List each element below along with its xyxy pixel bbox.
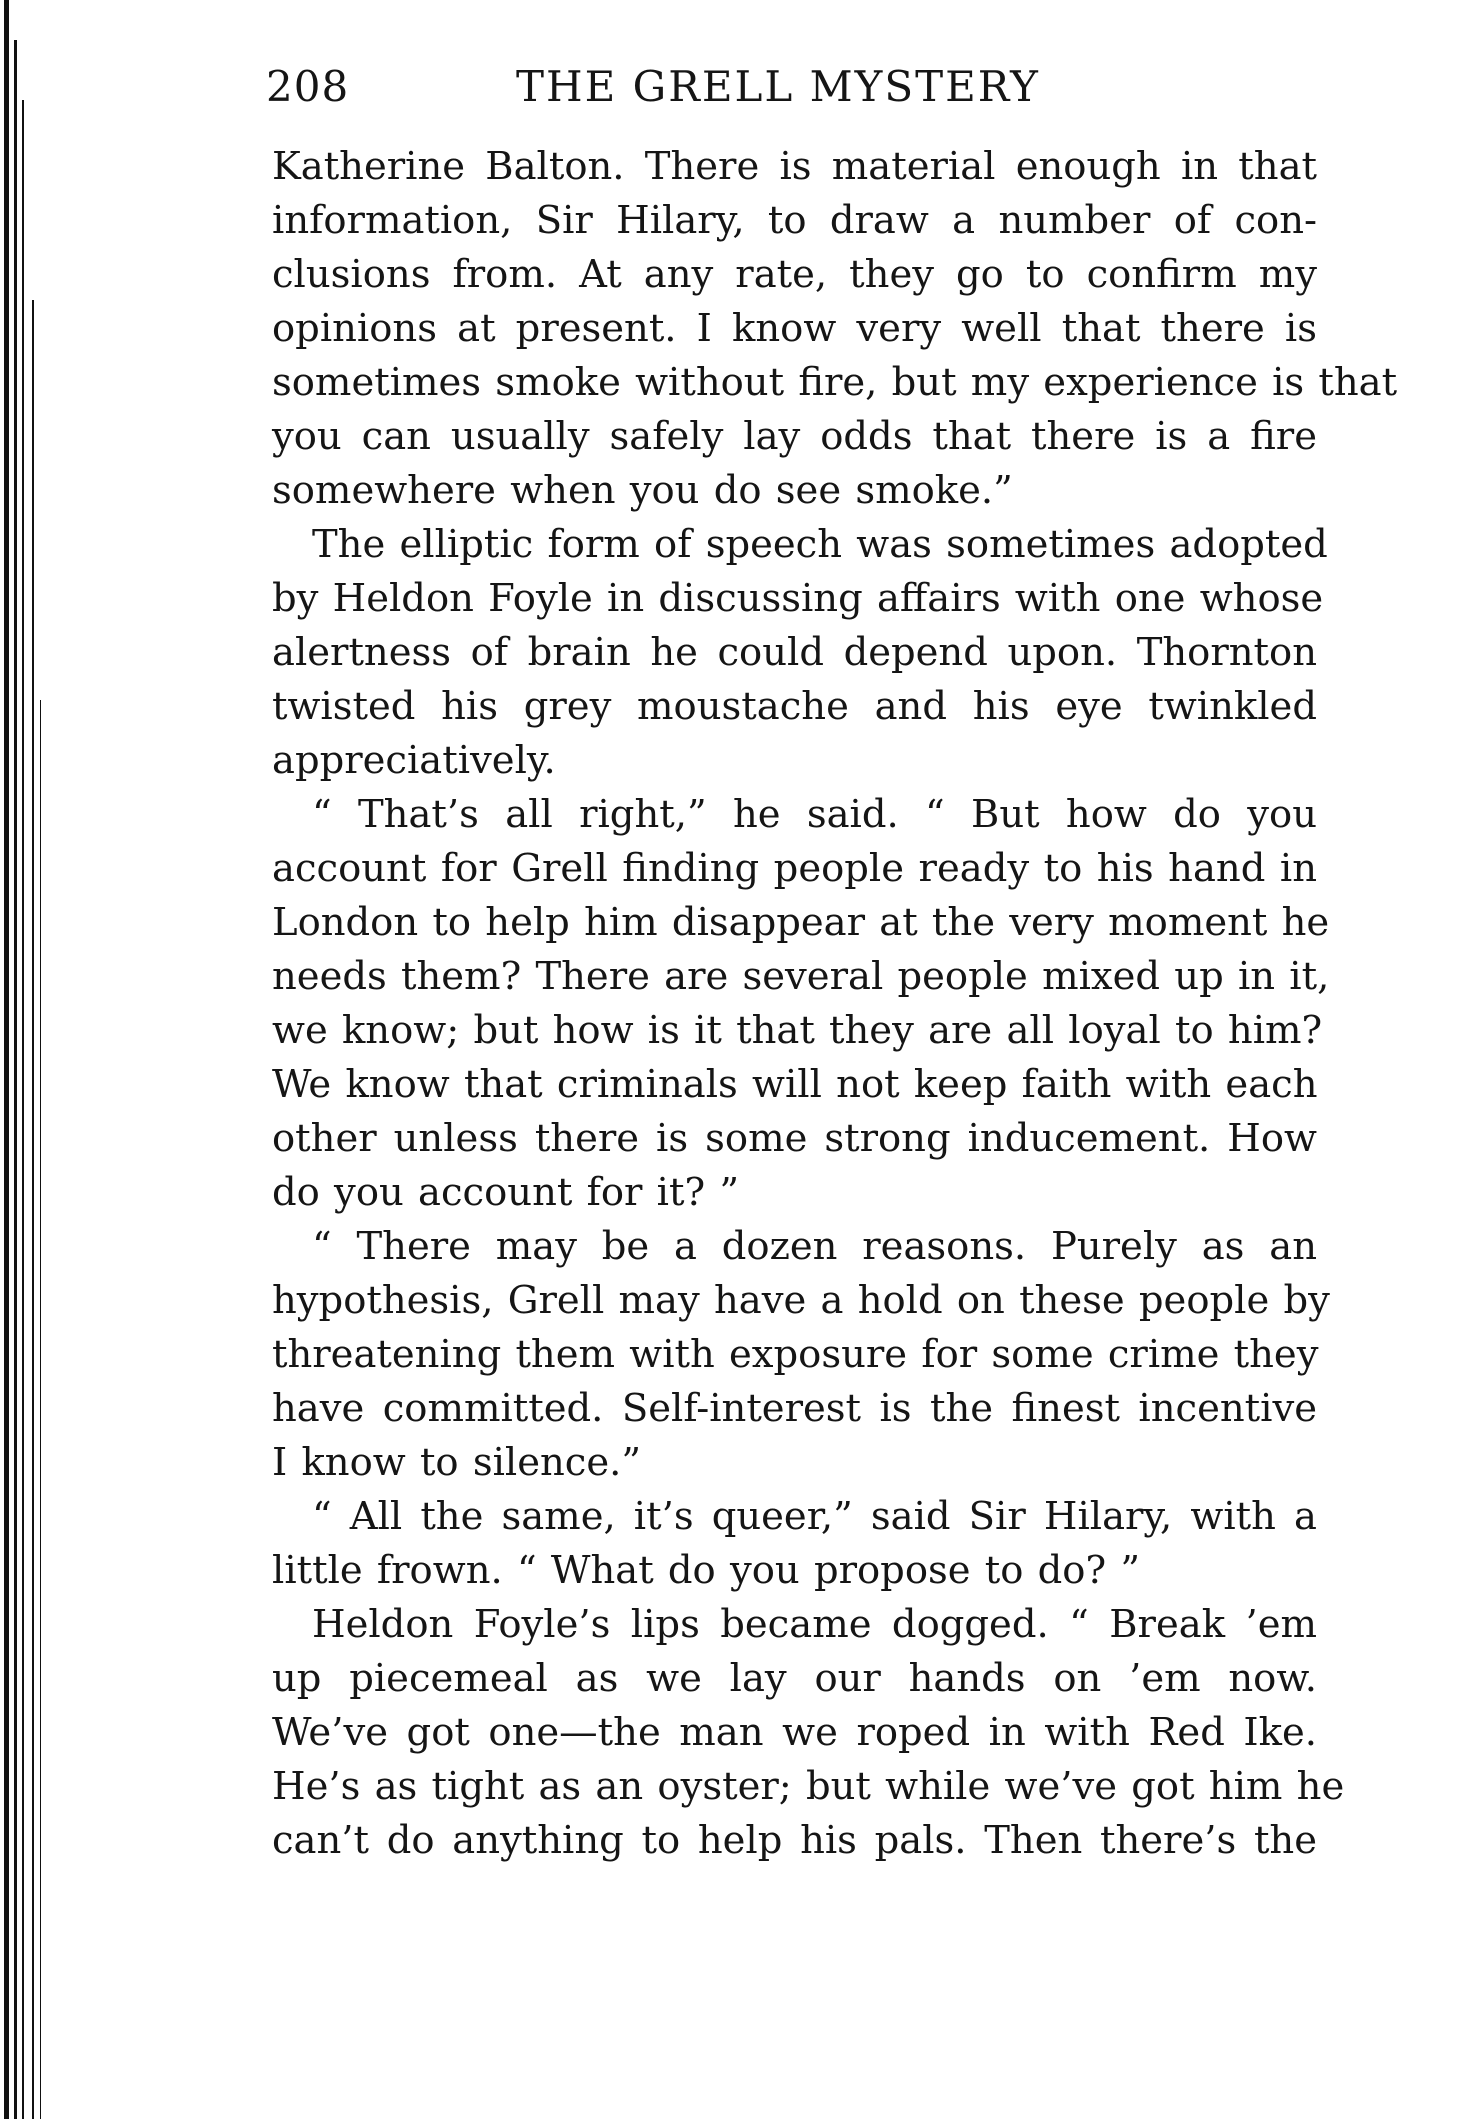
text-line: other unless there is some strong inducement. How [272,1116,1317,1161]
text-line: Heldon Foyle’s lips became dogged. “ Break ’em [312,1602,1317,1647]
text-line: opinions at present. I know very well that there is [272,306,1317,351]
text-line: information, Sir Hilary, to draw a number of con- [272,198,1317,243]
text-line: up piecemeal as we lay our hands on ’em now. [272,1656,1317,1701]
binding-edge [4,0,9,2119]
text-line: threatening them with exposure for some crime they [272,1332,1319,1377]
text-line: I know to silence.” [272,1440,642,1485]
text-line: can’t do anything to help his pals. Then there’s the [272,1818,1317,1863]
text-line: you can usually safely lay odds that there is a fire [272,414,1317,459]
text-line: sometimes smoke without fire, but my experience is that [272,360,1398,405]
binding-edge [14,40,17,2119]
text-line: “ All the same, it’s queer,” said Sir Hilary, with a [312,1494,1317,1539]
text-line: He’s as tight as an oyster; but while we’ve got him he [272,1764,1345,1809]
text-line: little frown. “ What do you propose to do? ” [272,1548,1141,1593]
binding-edge [40,700,41,2119]
text-line: by Heldon Foyle in discussing affairs with one whose [272,576,1324,621]
binding-edge [32,300,34,2119]
text-line: do you account for it? ” [272,1170,739,1215]
text-line: “ There may be a dozen reasons. Purely as an [312,1224,1317,1269]
text-line: We’ve got one—the man we roped in with Red Ike. [272,1710,1317,1755]
text-line: appreciatively. [272,738,556,783]
text-line: Katherine Balton. There is material enough in that [272,144,1317,189]
text-line: have committed. Self-interest is the finest incentive [272,1386,1317,1431]
text-line: we know; but how is it that they are all loyal to him? [272,1008,1323,1053]
text-line: hypothesis, Grell may have a hold on these people by [272,1278,1330,1323]
book-title: THE GRELL MYSTERY [516,62,1040,111]
text-line: twisted his grey moustache and his eye twinkled [272,684,1317,729]
text-line: We know that criminals will not keep faith with each [272,1062,1318,1107]
text-line: account for Grell finding people ready to his hand in [272,846,1317,891]
text-line: The elliptic form of speech was sometimes adopted [312,522,1328,567]
text-line: clusions from. At any rate, they go to confirm my [272,252,1317,297]
body-text [272,140,1398,1868]
text-line: London to help him disappear at the very moment he [272,900,1330,945]
page-number: 208 [266,62,350,111]
text-line: needs them? There are several people mixed up in it, [272,954,1330,999]
text-line: alertness of brain he could depend upon. Thornton [272,630,1317,675]
text-line: somewhere when you do see smoke.” [272,468,1013,513]
running-head [266,62,1316,122]
binding-edge [22,100,24,2119]
text-line: “ That’s all right,” he said. “ But how do you [312,792,1317,837]
